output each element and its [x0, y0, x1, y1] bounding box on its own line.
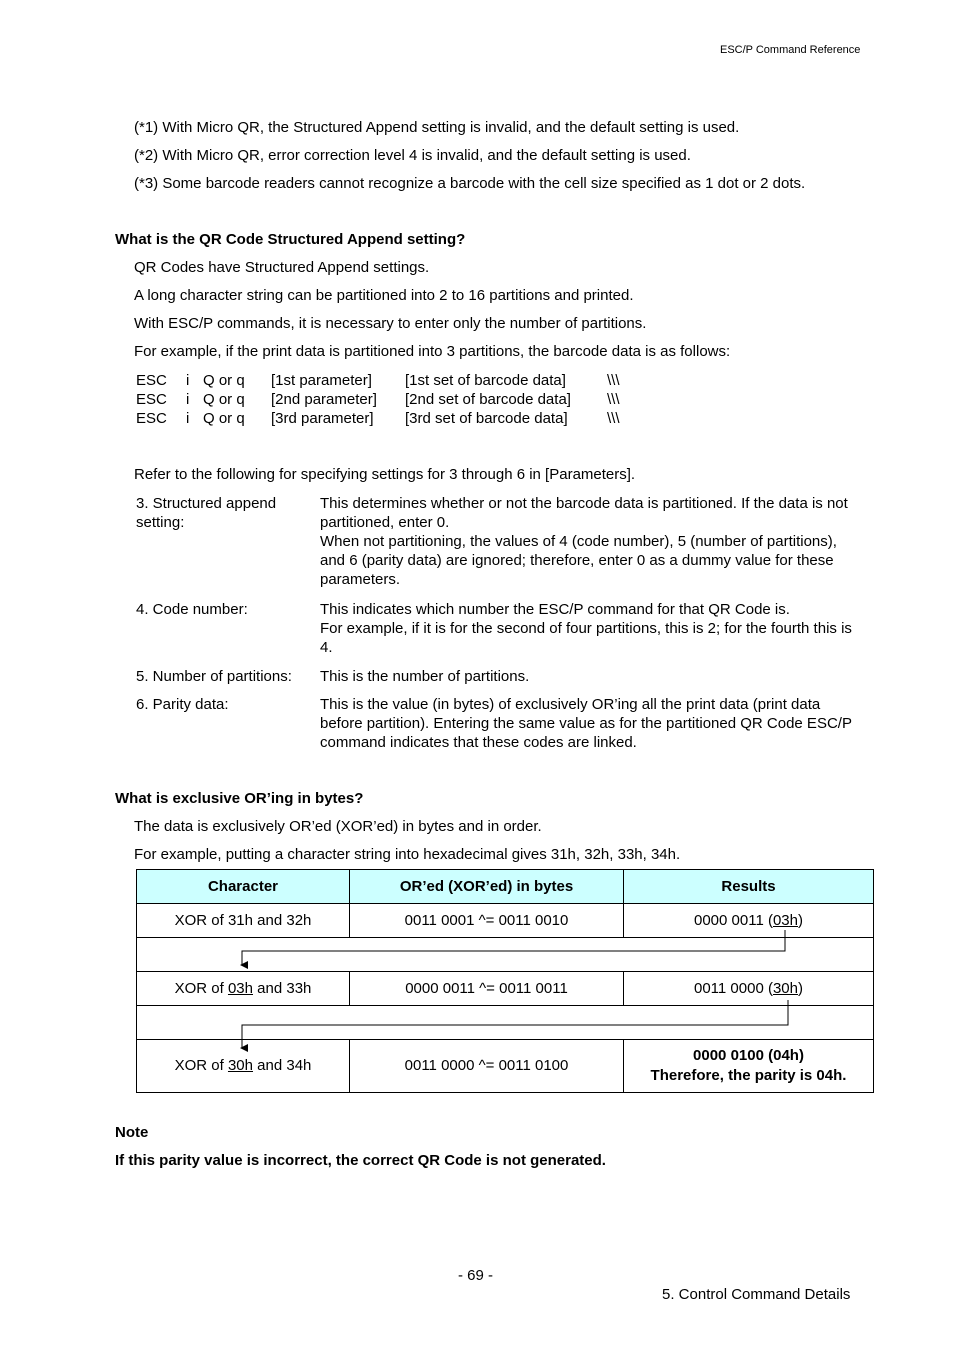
- cell-ored: 0011 0000 ^= 0011 0100: [350, 1040, 624, 1093]
- column-header-character: Character: [137, 870, 350, 904]
- param-label-structured-append: 3. Structured append setting:: [136, 495, 277, 531]
- param-label-number-of-partitions: 5. Number of partitions:: [136, 668, 292, 685]
- command-parameter: [3rd parameter]: [271, 410, 374, 427]
- cell-result: [624, 972, 874, 1006]
- param-desc-line: When not partitioning, the values of 4 (code number), 5 (number of partitions), and 6 (parity data) are ignored; therefore, enter 0 as a dummy value for these parameters.: [320, 533, 837, 588]
- paragraph: The data is exclusively OR’ed (XOR’ed) in bytes and in order.: [134, 818, 542, 835]
- result-value: 03h: [772, 912, 798, 929]
- result-text: ): [798, 912, 803, 929]
- command-q: Q or q: [203, 410, 245, 427]
- cell-ored: 0011 0001 ^= 0011 0010: [350, 904, 624, 938]
- table-arrow-row: [137, 1006, 874, 1040]
- param-desc-code-number: [320, 600, 865, 657]
- command-q: Q or q: [203, 372, 245, 389]
- chapter-title: 5. Control Command Details: [662, 1286, 851, 1303]
- result-final-value: 0000 0100 (04h): [693, 1047, 804, 1064]
- command-barcode-data: [3rd set of barcode data]: [405, 410, 568, 427]
- param-label-parity-data: 6. Parity data:: [136, 696, 229, 713]
- table-header-row: [137, 870, 874, 904]
- paragraph: A long character string can be partitioned into 2 to 16 partitions and printed.: [134, 287, 634, 304]
- footnote-1: (*1) With Micro QR, the Structured Append setting is invalid, and the default setting is used.: [134, 119, 740, 136]
- command-parameter: [1st parameter]: [271, 372, 372, 389]
- cell-character: [137, 1040, 350, 1093]
- table-row: [137, 972, 874, 1006]
- footnote-2: (*2) With Micro QR, error correction level 4 is invalid, and the default setting is used.: [134, 147, 691, 164]
- param-desc-parity-data: This is the value (in bytes) of exclusively OR’ing all the print data (print data before partition). Entering the same value as for the partitioned QR Code ESC/P command indicates that these codes are linked.: [320, 696, 852, 751]
- paragraph: For example, putting a character string into hexadecimal gives 31h, 32h, 33h, 34h.: [134, 846, 681, 863]
- result-value: 30h: [772, 980, 798, 997]
- cell-ored: 0000 0011 ^= 0011 0011: [350, 972, 624, 1006]
- param-desc-number-of-partitions: This is the number of partitions.: [320, 668, 530, 685]
- command-i: i: [186, 372, 190, 389]
- character-text: XOR of: [174, 980, 228, 997]
- column-header-ored: OR’ed (XOR’ed) in bytes: [350, 870, 624, 904]
- command-barcode-data: [1st set of barcode data]: [405, 372, 566, 389]
- result-text: ): [798, 980, 803, 997]
- param-label-code-number: 4. Code number:: [136, 601, 248, 618]
- column-header-results: Results: [624, 870, 874, 904]
- result-final-conclusion: Therefore, the parity is 04h.: [650, 1067, 847, 1084]
- character-text: and 34h: [253, 1057, 312, 1074]
- cell-result: [624, 904, 874, 938]
- param-desc-structured-append: [320, 494, 865, 589]
- command-parameter: [2nd parameter]: [271, 391, 377, 408]
- command-terminator: \\\: [607, 372, 620, 389]
- character-value: 30h: [227, 1057, 253, 1074]
- result-text: 0000 0011 (: [694, 912, 773, 929]
- paragraph: With ESC/P commands, it is necessary to enter only the number of partitions.: [134, 315, 647, 332]
- param-desc-line: For example, if it is for the second of four partitions, this is 2; for the fourth this is 4.: [320, 620, 852, 656]
- paragraph: For example, if the print data is partitioned into 3 partitions, the barcode data is as follows:: [134, 343, 731, 360]
- paragraph: QR Codes have Structured Append settings.: [134, 259, 430, 276]
- param-desc-line: This determines whether or not the barcode data is partitioned. If the data is not partitioned, enter 0.: [320, 495, 848, 531]
- table-row: [137, 904, 874, 938]
- page-header-title: ESC/P Command Reference: [720, 44, 861, 56]
- character-text: XOR of: [174, 1057, 228, 1074]
- note-title: Note: [115, 1124, 149, 1141]
- cell-character: [137, 972, 350, 1006]
- character-value: 03h: [227, 980, 253, 997]
- command-terminator: \\\: [607, 391, 620, 408]
- footnote-3: (*3) Some barcode readers cannot recognize a barcode with the cell size specified as 1 dot or 2 dots.: [134, 175, 806, 192]
- character-text: and 33h: [253, 980, 312, 997]
- page-number: - 69 -: [458, 1267, 494, 1284]
- refer-paragraph: Refer to the following for specifying settings for 3 through 6 in [Parameters].: [134, 466, 636, 483]
- command-i: i: [186, 391, 190, 408]
- command-esc: ESC: [136, 391, 167, 408]
- param-desc-line: This indicates which number the ESC/P command for that QR Code is.: [320, 601, 790, 618]
- section-heading-structured-append: What is the QR Code Structured Append setting?: [115, 231, 466, 248]
- command-i: i: [186, 410, 190, 427]
- command-esc: ESC: [136, 410, 167, 427]
- command-q: Q or q: [203, 391, 245, 408]
- cell-result-final: [624, 1040, 874, 1093]
- command-terminator: \\\: [607, 410, 620, 427]
- command-barcode-data: [2nd set of barcode data]: [405, 391, 571, 408]
- xor-table: [136, 869, 874, 1093]
- cell-character: XOR of 31h and 32h: [137, 904, 350, 938]
- command-esc: ESC: [136, 372, 167, 389]
- table-arrow-row: [137, 938, 874, 972]
- section-heading-exclusive-or: What is exclusive OR’ing in bytes?: [115, 790, 364, 807]
- result-text: 0011 0000 (: [694, 980, 773, 997]
- note-text: If this parity value is incorrect, the correct QR Code is not generated.: [115, 1152, 606, 1169]
- table-row: [137, 1040, 874, 1093]
